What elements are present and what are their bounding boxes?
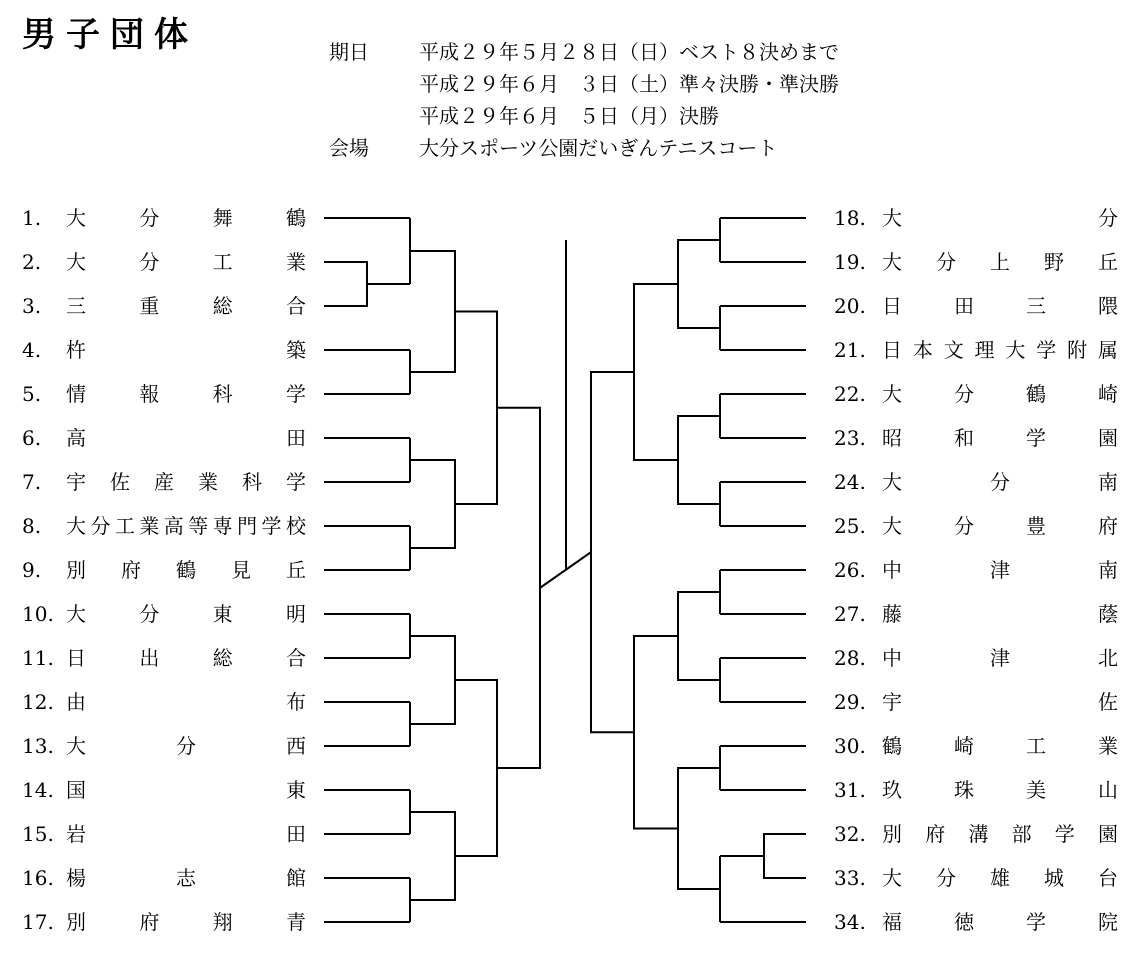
team-name: 日 出 総 合 <box>66 646 306 670</box>
team-entry <box>22 203 306 233</box>
team-entry <box>22 599 306 629</box>
team-name: 中 津 北 <box>882 646 1118 670</box>
team-entry <box>22 335 306 365</box>
team-number: 3. <box>22 294 42 318</box>
team-name: 由 布 <box>66 690 306 714</box>
team-number: 6. <box>22 426 42 450</box>
team-entry <box>22 907 306 937</box>
team-number: 22. <box>834 382 866 406</box>
team-name: 中 津 南 <box>882 558 1118 582</box>
dates-label: 期日 <box>329 40 369 64</box>
team-name: 大 分 工 業 <box>66 250 306 274</box>
team-name: 高 田 <box>66 426 306 450</box>
team-number: 25. <box>834 514 866 538</box>
bracket-line <box>678 768 720 889</box>
team-number: 1. <box>22 206 42 230</box>
team-number: 11. <box>22 646 54 670</box>
team-number: 8. <box>22 514 42 538</box>
team-entry <box>22 731 306 761</box>
team-entry <box>834 863 1118 893</box>
team-name: 国 東 <box>66 778 306 802</box>
team-number: 10. <box>22 602 54 626</box>
team-number: 23. <box>834 426 866 450</box>
team-name: 岩 田 <box>66 822 306 846</box>
team-number: 34. <box>834 910 866 934</box>
team-number: 32. <box>834 822 866 846</box>
team-name: 大 分 西 <box>66 734 306 758</box>
team-entry <box>22 819 306 849</box>
team-entry <box>22 467 306 497</box>
team-name: 宇 佐 産 業 科 学 <box>66 470 306 494</box>
team-number: 15. <box>22 822 54 846</box>
venue-label: 会場 <box>329 136 369 160</box>
bracket-line <box>634 636 678 829</box>
team-entry <box>834 335 1118 365</box>
team-number: 5. <box>22 382 42 406</box>
team-entry <box>22 555 306 585</box>
bracket-line <box>764 834 806 878</box>
team-entry <box>834 555 1118 585</box>
team-name: 藤 蔭 <box>882 602 1118 626</box>
team-number: 7. <box>22 470 42 494</box>
bracket-line <box>410 251 455 372</box>
team-entry <box>834 643 1118 673</box>
team-name: 昭 和 学 園 <box>882 426 1118 450</box>
team-entry <box>834 511 1118 541</box>
bracket-line <box>455 680 497 856</box>
team-name: 大 分 南 <box>882 470 1118 494</box>
bracket-line <box>678 240 720 328</box>
team-name: 別 府 鶴 見 丘 <box>66 558 306 582</box>
team-number: 4. <box>22 338 42 362</box>
team-name: 玖 珠 美 山 <box>882 778 1118 802</box>
page-title: 男子団体 <box>22 15 198 55</box>
team-number: 2. <box>22 250 42 274</box>
team-number: 20. <box>834 294 866 318</box>
team-entry <box>834 291 1118 321</box>
team-number: 31. <box>834 778 866 802</box>
team-number: 13. <box>22 734 54 758</box>
team-entry <box>22 511 306 541</box>
team-entry <box>834 423 1118 453</box>
bracket-line <box>455 312 497 505</box>
bracket-line <box>410 636 455 724</box>
team-name: 日 本 文 理 大 学 附 属 <box>882 338 1118 362</box>
date-line: 平成２９年５月２８日（日）ベスト８決めまで <box>419 40 839 64</box>
team-number: 30. <box>834 734 866 758</box>
team-number: 12. <box>22 690 54 714</box>
team-entry <box>22 863 306 893</box>
team-entry <box>834 247 1118 277</box>
date-line: 平成２９年６月 ５日（月）決勝 <box>419 104 719 128</box>
team-number: 24. <box>834 470 866 494</box>
team-entry <box>834 819 1118 849</box>
team-name: 三 重 総 合 <box>66 294 306 318</box>
team-name: 宇 佐 <box>882 690 1118 714</box>
team-entry <box>22 291 306 321</box>
bracket-line <box>634 284 678 460</box>
team-entry <box>834 687 1118 717</box>
team-name: 別 府 翔 青 <box>66 910 306 934</box>
team-number: 14. <box>22 778 54 802</box>
team-name: 別 府 溝 部 学 園 <box>882 822 1118 846</box>
team-entry <box>22 643 306 673</box>
team-name: 大 分 舞 鶴 <box>66 206 306 230</box>
team-number: 9. <box>22 558 42 582</box>
team-number: 19. <box>834 250 866 274</box>
team-name: 大 分 雄 城 台 <box>882 866 1118 890</box>
team-name: 杵 築 <box>66 338 306 362</box>
team-entry <box>22 775 306 805</box>
team-entry <box>834 775 1118 805</box>
team-number: 29. <box>834 690 866 714</box>
team-number: 27. <box>834 602 866 626</box>
bracket-line <box>678 592 720 680</box>
team-name: 大 分 上 野 丘 <box>882 250 1118 274</box>
team-entry <box>834 907 1118 937</box>
team-number: 16. <box>22 866 54 890</box>
team-entry <box>834 599 1118 629</box>
team-entry <box>834 203 1118 233</box>
team-entry <box>22 247 306 277</box>
team-number: 28. <box>834 646 866 670</box>
date-line: 平成２９年６月 ３日（土）準々決勝・準決勝 <box>419 72 839 96</box>
team-name: 大 分 鶴 崎 <box>882 382 1118 406</box>
team-entry <box>22 423 306 453</box>
team-entry <box>834 467 1118 497</box>
team-name: 鶴 崎 工 業 <box>882 734 1118 758</box>
team-entry <box>22 687 306 717</box>
team-name: 楊 志 館 <box>66 866 306 890</box>
team-number: 33. <box>834 866 866 890</box>
team-name: 情 報 科 学 <box>66 382 306 406</box>
team-name: 大 分 東 明 <box>66 602 306 626</box>
team-name: 福 徳 学 院 <box>882 910 1118 934</box>
bracket-line <box>591 372 634 732</box>
venue-name: 大分スポーツ公園だいぎんテニスコート <box>419 136 778 160</box>
team-name: 大 分 豊 府 <box>882 514 1118 538</box>
bracket-line <box>497 408 540 768</box>
bracket-line <box>410 812 455 900</box>
team-name: 大 分 工 業 高 等 専 門 学 校 <box>66 514 306 538</box>
team-name: 大 分 <box>882 206 1118 230</box>
bracket-line <box>678 416 720 504</box>
team-number: 21. <box>834 338 866 362</box>
team-entry <box>834 731 1118 761</box>
bracket-line <box>410 460 455 548</box>
team-entry <box>22 379 306 409</box>
bracket-line <box>324 262 367 306</box>
team-number: 18. <box>834 206 866 230</box>
team-name: 日 田 三 隈 <box>882 294 1118 318</box>
team-number: 26. <box>834 558 866 582</box>
team-number: 17. <box>22 910 54 934</box>
team-entry <box>834 379 1118 409</box>
